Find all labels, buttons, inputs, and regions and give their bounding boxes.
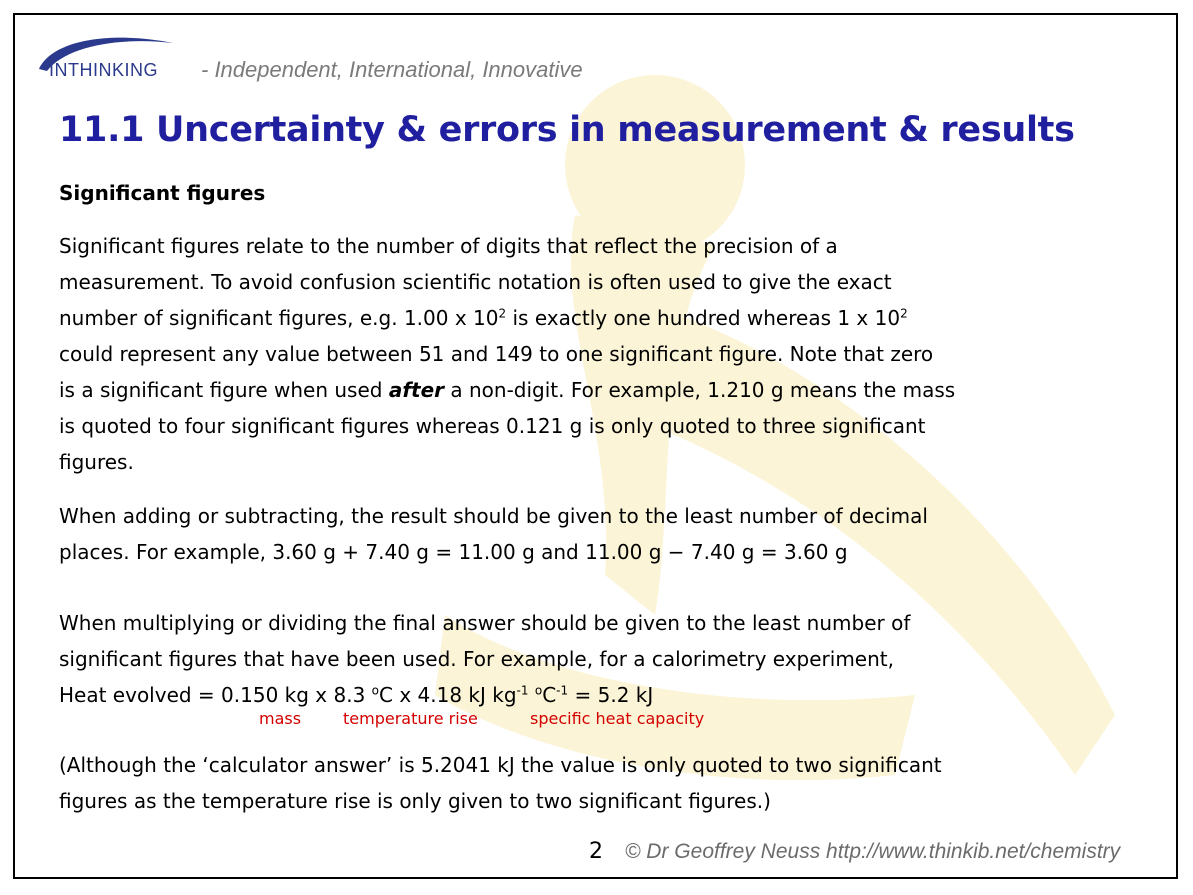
header xyxy=(33,29,733,82)
page-title: 11.1 Uncertainty & errors in measurement & results xyxy=(59,110,1075,150)
tagline: - Independent, International, Innovative xyxy=(201,57,583,82)
equation-line: Heat evolved = 0.150 kg x 8.3 $^o$C x 4.18 kJ $kg^{-1}$ $^oC^{-1} = 5.2$ kJ xyxy=(59,683,654,707)
text-line: (Although the ‘calculator answer’ is 5.2041 kJ the value is only quoted to two significant xyxy=(59,753,942,777)
text-line: When multiplying or dividing the final answer should be given to the least number of xyxy=(59,611,911,635)
text-line: number of significant figures, e.g. 1.00 x $10^2$ is exactly one hundred whereas 1 x $10^2$ xyxy=(59,306,908,330)
text-line: places. For example, 3.60 g + 7.40 g = 11.00 g and 11.00 g − 7.40 g = 3.60 g xyxy=(59,540,848,564)
text-line: is a significant figure when used after a non-digit. For example, 1.210 g means the mass xyxy=(59,378,956,402)
superscript: 2 xyxy=(900,306,908,321)
copyright-text: © Dr Geoffrey Neuss http://www.thinkib.net/chemistry xyxy=(625,840,1121,863)
paragraph-sig-figs xyxy=(59,228,955,480)
text-line: figures. xyxy=(59,450,134,474)
superscript: 2 xyxy=(498,306,507,321)
text-line: When adding or subtracting, the result should be given to the least number of decimal xyxy=(59,504,928,528)
annotation-mass: mass xyxy=(259,709,302,728)
text-line: is quoted to four significant figures whereas 0.121 g is only quoted to three significant xyxy=(59,414,926,438)
text-line: significant figures that have been used. For example, for a calorimetry experiment, xyxy=(59,647,894,671)
slide xyxy=(13,13,1178,879)
paragraph-multiplying xyxy=(59,605,910,713)
section-heading: Significant figures xyxy=(59,181,266,205)
page-number: 2 xyxy=(589,839,603,864)
text-line: Significant figures relate to the number of digits that reflect the precision of a xyxy=(59,234,838,258)
text-line: could represent any value between 51 and 149 to one significant figure. Note that zero xyxy=(59,342,934,366)
emphasis: after xyxy=(388,378,445,402)
text-line: figures as the temperature rise is only given to two significant figures.) xyxy=(59,789,771,813)
paragraph-note xyxy=(59,747,942,819)
logo-text: INTHINKING xyxy=(49,60,159,80)
text-line: measurement. To avoid confusion scientific notation is often used to give the exact xyxy=(59,270,892,294)
annotation-temperature-rise: temperature rise xyxy=(343,709,478,728)
annotation-specific-heat: specific heat capacity xyxy=(530,709,705,728)
paragraph-adding xyxy=(59,498,928,570)
